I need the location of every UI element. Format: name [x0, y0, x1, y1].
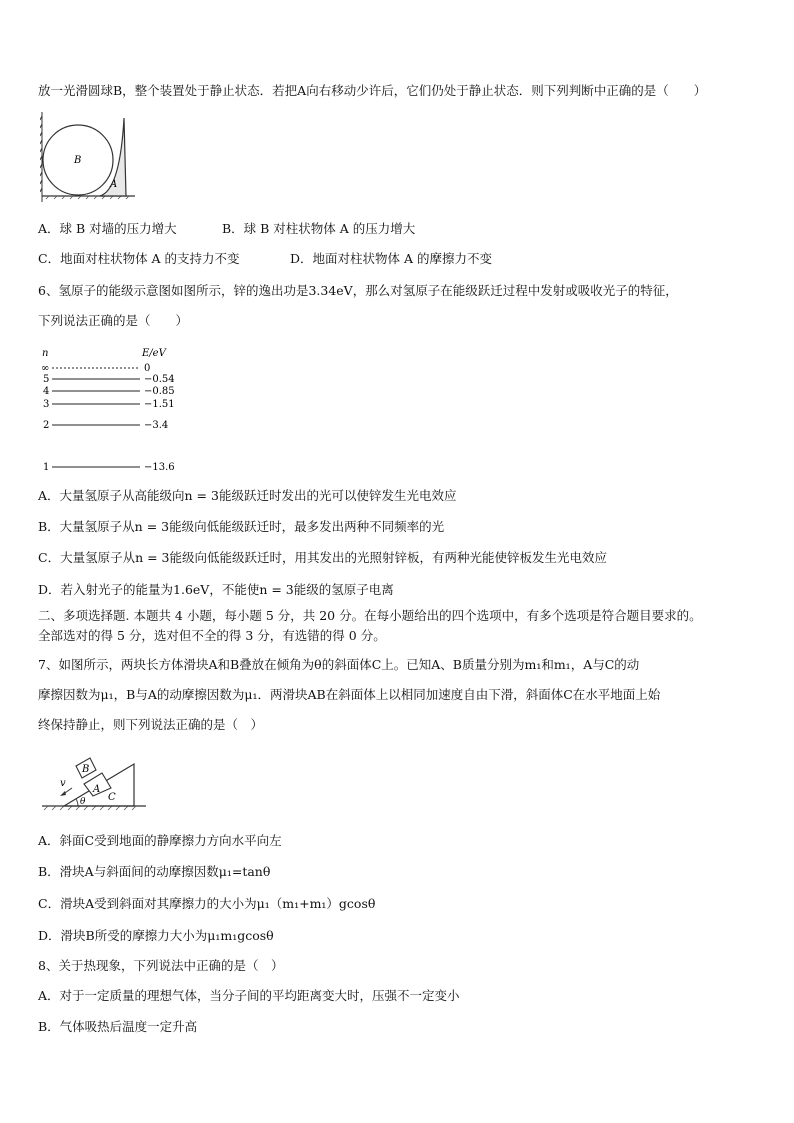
- level-e-inf: 0: [144, 363, 151, 374]
- level-e-4: −0.85: [144, 386, 175, 397]
- block-a-label: A: [93, 784, 101, 795]
- q8-option-b: B．气体吸热后温度一定升高: [38, 1019, 198, 1034]
- theta-label: θ: [80, 797, 86, 807]
- q5-options-row1: [38, 220, 415, 238]
- incline-c-label: C: [108, 792, 116, 803]
- q5-option-d: D．地面对柱状物体 A 的摩擦力不变: [289, 251, 492, 266]
- q5-option-b: B．球 B 对柱状物体 A 的压力增大: [221, 221, 416, 236]
- q8-stem: 8、关于热现象，下列说法中正确的是（ ）: [38, 958, 284, 973]
- q7-option-a: A．斜面C受到地面的静摩擦力方向水平向左: [38, 833, 282, 848]
- section2-line2: 全部选对的得 5 分，选对但不全的得 3 分，有选错的得 0 分。: [38, 628, 386, 643]
- section2-line1: 二、多项选择题. 本题共 4 小题，每小题 5 分，共 20 分。在每小题给出的四个选项中，有多个选项是符合题目要求的。: [38, 608, 702, 623]
- q6-option-a: A．大量氢原子从高能级向n = 3能级跃迁时发出的光可以使锌发生光电效应: [38, 488, 457, 503]
- q7-option-d: D．滑块B所受的摩擦力大小为μ₁m₁gcosθ: [38, 928, 274, 943]
- block-b-label: B: [82, 764, 90, 775]
- ball-b-label: B: [74, 155, 82, 166]
- q5-option-a: A．球 B 对墙的压力增大: [38, 221, 177, 236]
- q7-stem-line1: 7、如图所示，两块长方体滑块A和B叠放在倾角为θ的斜面体C上。已知A、B质量分别为m₁和m₁，A与C的动: [38, 657, 640, 672]
- velocity-label: v: [60, 778, 66, 789]
- q6-stem-line2: 下列说法正确的是（ ）: [38, 313, 189, 328]
- block-a-label: A: [110, 179, 118, 190]
- level-n-2: 2: [43, 420, 50, 431]
- q6-option-c: C．大量氢原子从n = 3能级向低能级跃迁时，用其发出的光照射锌板，有两种光能使锌板发生光电效应: [38, 550, 607, 565]
- level-e-2: −3.4: [144, 420, 169, 431]
- level-e-1: −13.6: [144, 462, 175, 473]
- q5-options-row2: [38, 250, 492, 268]
- level-e-5: −0.54: [144, 374, 175, 385]
- energy-header: E/eV: [142, 348, 166, 359]
- n-header: n: [42, 348, 49, 359]
- level-n-1: 1: [43, 462, 50, 473]
- q6-option-b: B．大量氢原子从n = 3能级向低能级跃迁时，最多发出两种不同频率的光: [38, 519, 445, 534]
- q6-stem-line1: 6、氢原子的能级示意图如图所示，锌的逸出功是3.34eV，那么对氢原子在能级跃迁过程中发射或吸收光子的特征，: [38, 283, 678, 298]
- q5-figure: [40, 110, 140, 205]
- q5-option-c: C．地面对柱状物体 A 的支持力不变: [38, 251, 240, 266]
- q7-option-c: C．滑块A受到斜面对其摩擦力的大小为μ₁（m₁+m₁）gcosθ: [38, 896, 376, 911]
- level-n-4: 4: [43, 386, 50, 397]
- q7-stem-line2: 摩擦因数为μ₁，B与A的动摩擦因数为μ₁．两滑块AB在斜面体上以相同加速度自由下滑，斜面体C在水平地面上始: [38, 687, 661, 702]
- q6-option-d: D．若入射光子的能量为1.6eV，不能使n = 3能级的氢原子电离: [38, 582, 394, 597]
- q5-stem: 放一光滑圆球B，整个装置处于静止状态．若把A向右移动少许后，它们仍处于静止状态．则下列判断中正确的是（ ）: [38, 83, 707, 98]
- energy-level-diagram: [40, 344, 190, 474]
- level-e-3: −1.51: [144, 399, 175, 410]
- q7-stem-line3: 终保持静止，则下列说法正确的是（ ）: [38, 717, 264, 732]
- q7-figure: [40, 748, 150, 818]
- q8-option-a: A．对于一定质量的理想气体，当分子间的平均距离变大时，压强不一定变小: [38, 988, 460, 1003]
- level-n-5: 5: [43, 374, 50, 385]
- level-n-inf: ∞: [41, 363, 50, 374]
- level-n-3: 3: [43, 399, 50, 410]
- q7-option-b: B．滑块A与斜面间的动摩擦因数μ₁=tanθ: [38, 864, 271, 879]
